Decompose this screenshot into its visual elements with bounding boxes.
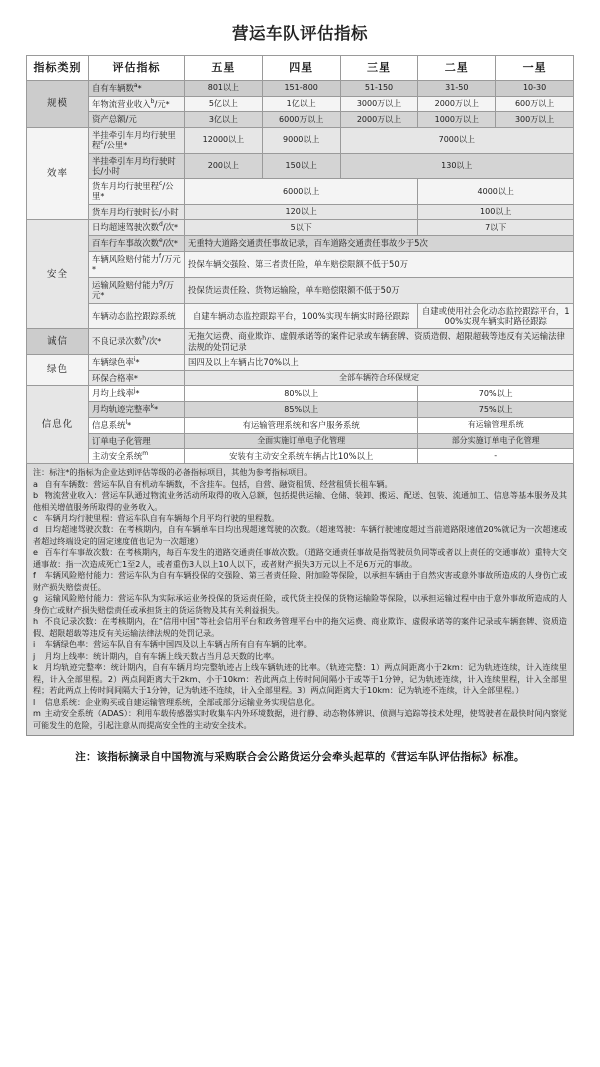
note-item [33,593,567,616]
indicator-cell: 环保合格率* [89,370,185,386]
table-row [27,205,574,220]
indicator-cell: 运输风险赔付能力$^g$/万元* [89,277,185,303]
indicator-cell: 年物流营业收入$^b$/元* [89,96,185,112]
note-marker: h [33,616,39,627]
evaluation-matrix-table [26,55,574,464]
value-cell: 5亿以上 [185,96,263,112]
indicator-cell: 主动安全系统$^m$ [89,448,185,463]
indicator-cell: 货车月均行驶时长/小时 [89,205,185,220]
value-cell: 全面实施订单电子化管理 [185,433,418,448]
table-row [27,417,574,433]
note-text: 主动安全系统（ADAS）：利用车载传感器实时收集车内外环境数据，进行静、动态物体辨识、侦测与追踪等技术处理，使驾驶者在最快时间内察觉可能发生的危险，引起注意从而提高安全性的主动安全技术。 [33,708,567,730]
notes-list [33,479,567,732]
table-row [27,112,574,127]
value-cell: 75%以上 [418,402,574,418]
table-row [27,354,574,370]
indicator-cell: 百车行车事故次数$^e$/次* [89,236,185,252]
note-text: 车辆月均行驶里程：营运车队自有车辆每个月平均行驶的里程数。 [42,512,280,523]
page-title: 营运车队评估指标 [232,24,368,43]
value-cell: 200以上 [185,153,263,179]
note-text: 百车行车事故次数：在考核期内，每百车发生的道路交通责任事故次数。（道路交通责任事故是指驾驶员负同等或者以上责任的交通事故）重特大交通事故：指一次造成死亡1至2人，或者重伤3人以上10人以下，或者财产损失3万元以上不足6万元的事故。 [33,547,567,569]
value-cell: 80%以上 [185,386,418,402]
value-cell: 2000万以上 [340,112,418,127]
note-marker: k [33,662,38,673]
note-marker: a [33,478,38,489]
header-one-star: 一星 [496,55,574,80]
table-row [27,329,574,355]
table-row [27,80,574,96]
value-cell: 自建或使用社会化动态监控跟踪平台，100%实现车辆实时路径跟踪 [418,303,574,329]
note-text: 物流营业收入：营运车队通过物流业务活动所取得的收入总额，包括提供运输、仓储、装卸、搬运、配送、包装、流通加工、信息等基本服务及其他相关增值服务所取得的业务收入。 [33,490,567,512]
value-cell: 有运输管理系统 [418,417,574,433]
indicator-cell: 资产总额/元 [89,112,185,127]
value-cell: 85%以上 [185,402,418,418]
value-cell: 130以上 [340,153,573,179]
table-row [27,96,574,112]
indicator-cell: 半挂牵引车月均行驶里程$^c$/公里* [89,127,185,153]
value-cell: 151-800 [262,80,340,96]
value-cell: 2000万以上 [418,96,496,112]
value-cell: 有运输管理系统和客户服务系统 [185,417,418,433]
value-cell: 31-50 [418,80,496,96]
note-marker: f [33,570,36,581]
header-five-star: 五星 [185,55,263,80]
header-category: 指标类别 [27,55,89,80]
note-item [33,616,567,639]
category-cell: 规模 [27,80,89,127]
value-cell: 6000万以上 [262,112,340,127]
value-cell: 120以上 [185,205,418,220]
value-cell: - [418,448,574,463]
table-row [27,251,574,277]
indicator-cell: 半挂牵引车月均行驶时长/小时 [89,153,185,179]
value-cell: 无拖欠运费、商业欺诈、虚假承诺等的案件记录或车辆套牌、资质造假、超限超载等违反有关运输法律法规的处罚记录 [185,329,574,355]
indicator-cell: 日均超速驾驶次数$^d$/次* [89,220,185,236]
note-text: 信息系统：企业购买或自建运输管理系统，全部或部分运输业务实现信息化。 [42,696,320,707]
table-header [27,55,574,80]
note-item [33,708,567,731]
value-cell: 5以下 [185,220,418,236]
note-marker: d [33,524,39,535]
note-text: 日均超速驾驶次数：在考核期内，自有车辆单车日均出现超速驾驶的次数。（超速驾驶：车辆行驶速度超过当前道路限速值20%就记为一次超速或者超过终端设定的固定速度值也记为一次超速） [33,524,567,546]
value-cell: 70%以上 [418,386,574,402]
note-item [33,513,567,524]
value-cell: 801以上 [185,80,263,96]
indicator-cell: 车辆绿色率$^i$* [89,354,185,370]
value-cell: 国四及以上车辆占比70%以上 [185,354,574,370]
note-marker: g [33,593,39,604]
table-row [27,433,574,448]
value-cell: 1000万以上 [418,112,496,127]
category-cell: 效率 [27,127,89,220]
value-cell: 3亿以上 [185,112,263,127]
value-cell: 300万以上 [496,112,574,127]
value-cell: 3000万以上 [340,96,418,112]
note-item [33,547,567,570]
value-cell: 12000以上 [185,127,263,153]
table-row [27,370,574,386]
note-item [33,662,567,696]
value-cell: 51-150 [340,80,418,96]
indicator-cell: 车辆风险赔付能力$^f$/万元* [89,251,185,277]
header-two-star: 二星 [418,55,496,80]
table-row [27,179,574,205]
note-marker: m [33,708,41,719]
value-cell: 1亿以上 [262,96,340,112]
note-marker: c [33,512,38,523]
note-marker: i [33,639,36,650]
category-cell: 绿色 [27,354,89,386]
table-row [27,448,574,463]
value-cell: 150以上 [262,153,340,179]
value-cell: 600万以上 [496,96,574,112]
indicator-cell: 货车月均行驶里程$^c$/公里* [89,179,185,205]
value-cell: 自建车辆动态监控跟踪平台，100%实现车辆实时路径跟踪 [185,303,418,329]
note-text: 自有车辆数：营运车队自有机动车辆数，不含挂车。包括，自营、融资租赁、经营租赁长租车辆。 [42,478,393,489]
table-row [27,386,574,402]
note-text: 车辆风险赔付能力：营运车队为自有车辆投保的交强险、第三者责任险、附加险等保险，以承担车辆由于自然灾害或意外事故所造成的人身伤亡或财产损失赔偿责任。 [33,570,567,592]
indicator-cell: 订单电子化管理 [89,433,185,448]
table-row [27,277,574,303]
value-cell: 10-30 [496,80,574,96]
indicator-cell: 不良记录次数$^h$/次* [89,329,185,355]
indicator-cell: 信息系统$^l$* [89,417,185,433]
value-cell: 投保车辆交强险、第三者责任险，单车赔偿限额不低于50万 [185,251,574,277]
note-text: 月均轨迹完整率：统计期内，自有车辆月均完整轨迹占上线车辆轨迹的比率。（轨迹完整：1）两点间距离小于2km：记为轨迹连续，计入连续里程，计入全部里程。2）两点间距离大于2km、小于10km：若此两点上传时间间隔小于或等于1分钟，记为轨迹连续，计入连续里程，计入全部里程；若此两点上传时间间隔大于1分钟，记为轨迹不连续，计入全部里程。3）两点间距离大于10km：记为轨迹不连续，计入全部里程。） [33,662,567,696]
note-marker: l [33,696,36,707]
note-item [33,524,567,547]
category-cell: 安全 [27,220,89,329]
value-cell: 7000以上 [340,127,573,153]
value-cell: 9000以上 [262,127,340,153]
value-cell: 投保货运责任险、货物运输险，单车赔偿限额不低于50万 [185,277,574,303]
note-item [33,490,567,513]
notes-lead: 注：标注*的指标为企业达到评估等级的必备指标项目，其他为参考指标项目。 [33,467,313,478]
value-cell: 安装有主动安全系统车辆占比10%以上 [185,448,418,463]
source-footnote: 注：该指标摘录自中国物流与采购联合会公路货运分会牵头起草的《营运车队评估指标》标准。 [75,751,525,764]
value-cell: 4000以上 [418,179,574,205]
notes-block [26,464,574,736]
table-row [27,236,574,252]
note-text: 车辆绿色率：营运车队自有车辆中国四及以上车辆占所有自有车辆的比率。 [42,639,312,650]
note-item [33,479,567,490]
table-row [27,402,574,418]
table-row [27,127,574,153]
note-item [33,697,567,708]
note-item [33,639,567,650]
note-marker: b [33,490,39,501]
note-text: 月均上线率：统计期内，自有车辆上线天数占当月总天数的比率。 [42,650,280,661]
indicator-cell: 月均上线率$^j$* [89,386,185,402]
indicator-cell: 车辆动态监控跟踪系统 [89,303,185,329]
table-row [27,153,574,179]
note-item [33,651,567,662]
header-four-star: 四星 [262,55,340,80]
indicator-cell: 月均轨迹完整率$^k$* [89,402,185,418]
note-marker: j [33,650,36,661]
value-cell: 部分实施订单电子化管理 [418,433,574,448]
note-text: 运输风险赔付能力：营运车队为实际承运业务投保的货运责任险，或代货主投保的货物运输险等保险，以承担运输过程中由于意外事故所造成的人身伤亡或财产损失赔偿责任或承担货主的货运货物及其有关利益损失。 [33,593,567,615]
table-row [27,303,574,329]
category-cell: 信息化 [27,386,89,464]
note-text: 不良记录次数：在考核期内，在“信用中国”等社会信用平台和政务管理平台中的拖欠运费、商业欺诈、虚假承诺等的案件记录或车辆套牌、资质造假、超限超载等违反有关运输法律法规的处罚记录。 [33,616,567,638]
value-cell: 100以上 [418,205,574,220]
table-body [27,80,574,463]
value-cell: 无重特大道路交通责任事故记录，百车道路交通责任事故少于5次 [185,236,574,252]
value-cell: 全部车辆符合环保规定 [185,370,574,386]
header-indicator: 评估指标 [89,55,185,80]
table-header-row [27,55,574,80]
header-three-star: 三星 [340,55,418,80]
value-cell: 7以下 [418,220,574,236]
category-cell: 诚信 [27,329,89,355]
note-item [33,570,567,593]
indicator-cell: 自有车辆数$^a$* [89,80,185,96]
value-cell: 6000以上 [185,179,418,205]
table-row [27,220,574,236]
note-marker: e [33,547,38,558]
